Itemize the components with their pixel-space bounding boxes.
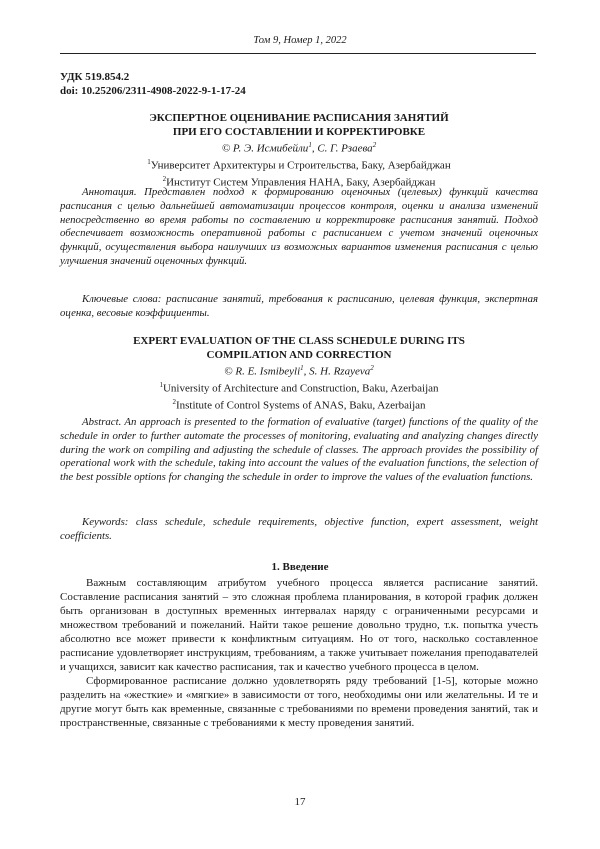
article-meta [60,70,246,98]
paragraph: Сформированное расписание должно удовлетворять ряду требований [1-5], которые можно разделить на «жесткие» и «мягкие» в зависимости от того, необходимы они или желательны. И те и другие могут быть как временные, связанные с требованиями по времени проведения занятий, так и пространственные, связанные с требованиями к месту проведения занятий. [60,675,538,729]
en-keywords: Keywords: class schedule, schedule requirements, objective function, expert assessment, weight coefficients. [60,516,538,542]
ru-author-1-affil: 1 [308,141,312,149]
doi: doi: 10.25206/2311-4908-2022-9-1-17-24 [60,85,246,97]
introduction-text [60,576,538,730]
ru-keywords: Ключевые слова: расписание занятий, требования к расписанию, целевая функция, экспертная оценка, весовые коэффициенты. [60,293,538,319]
ru-abstract: Аннотация. Представлен подход к формированию оценочных (целевых) функций качества расписания с целью дальнейшей автоматизации процессов контроля, оценки и анализа изменений непосредственно во время работы по составлению и корректировке расписания занятий. Подход обеспечивает возможность оперативной работы с расписанием с учетом значений оценочных функций, осуществления выбора наилучших из возможных вариантов изменения расписания с целью улучшения значений оценочных функций. [60,186,538,267]
en-affiliation-2-mark: 2 [172,398,176,407]
ru-author-2-affil: 2 [372,141,377,149]
ru-title-line-2: ПРИ ЕГО СОСТАВЛЕНИИ И КОРРЕКТИРОВКЕ [172,125,426,138]
en-affiliation-2 [60,396,538,413]
en-title-block [60,335,538,413]
section-heading: 1. Введение [271,561,329,573]
ru-author-1: © Р. Э. Исмибейли [221,142,309,155]
en-affiliation-1 [60,379,538,396]
en-authors [60,362,538,379]
ru-title-block [60,112,538,190]
udc-code: УДК 519.854.2 [60,71,130,83]
en-author-2-affil: 2 [370,364,374,372]
en-affiliation-1-text: University of Architecture and Construction, Baku, Azerbaijan [162,382,439,395]
en-author-1-affil: 1 [300,364,304,372]
ru-affiliation-1-text: Университет Архитектуры и Строительства, Баку, Азербайджан [150,159,451,172]
ru-title-line-1: ЭКСПЕРТНОЕ ОЦЕНИВАНИЕ РАСПИСАНИЯ ЗАНЯТИЙ [149,112,449,124]
page-number: 17 [294,796,306,808]
running-head: Том 9, Номер 1, 2022 [253,35,347,46]
en-affiliation-1-mark: 1 [159,381,163,390]
ru-author-2: , С. Г. Рзаева [311,142,373,155]
ru-affiliation-1-mark: 1 [147,158,151,167]
en-abstract: Abstract. An approach is presented to the formation of evaluative (target) functions of the quality of the schedule in order to further automate the processes of monitoring, evaluating and analyzing changes directly during the work on compiling and adjusting the schedule of classes. The approach provides the possibility of operational work with the schedule, taking into account the values of the evaluation functions, the selection of the best possible options for changing the schedule in order to improve the values of the evaluation functions. [60,416,538,484]
ru-affiliation-2-mark: 2 [162,175,167,184]
ru-affiliation-2-text: Институт Систем Управления НАНА, Баку, Азербайджан [166,176,436,189]
en-title-line-2: COMPILATION AND CORRECTION [206,348,392,361]
ru-authors [60,139,538,156]
ru-affiliation-1 [60,156,538,173]
en-author-1: © R. E. Ismibeyli [224,365,301,378]
en-author-2: , S. H. Rzayeva [303,365,371,378]
en-affiliation-2-text: Institute of Control Systems of ANAS, Baku, Azerbaijan [175,399,426,412]
en-title-line-1: EXPERT EVALUATION OF THE CLASS SCHEDULE DURING ITS [133,335,465,347]
paragraph: Важным составляющим атрибутом учебного процесса является расписание занятий. Составление расписания занятий – это сложная проблема планирования, в которой график должен быть организован в доступных временных интервалах наряду с ограниченными ресурсами и множеством требований и пожеланий. Найти такое решение довольно трудно, т.к. попытка учесть абсолютно все может привести к конфликтным ситуациям. Но от того, насколько составленное расписание удовлетворяет инструкциям, требованиям, а также учитывает пожелания преподавателей и учащихся, зависит как качество расписания, так и качество учебного процесса в целом. [60,577,538,673]
header-rule [60,53,536,54]
